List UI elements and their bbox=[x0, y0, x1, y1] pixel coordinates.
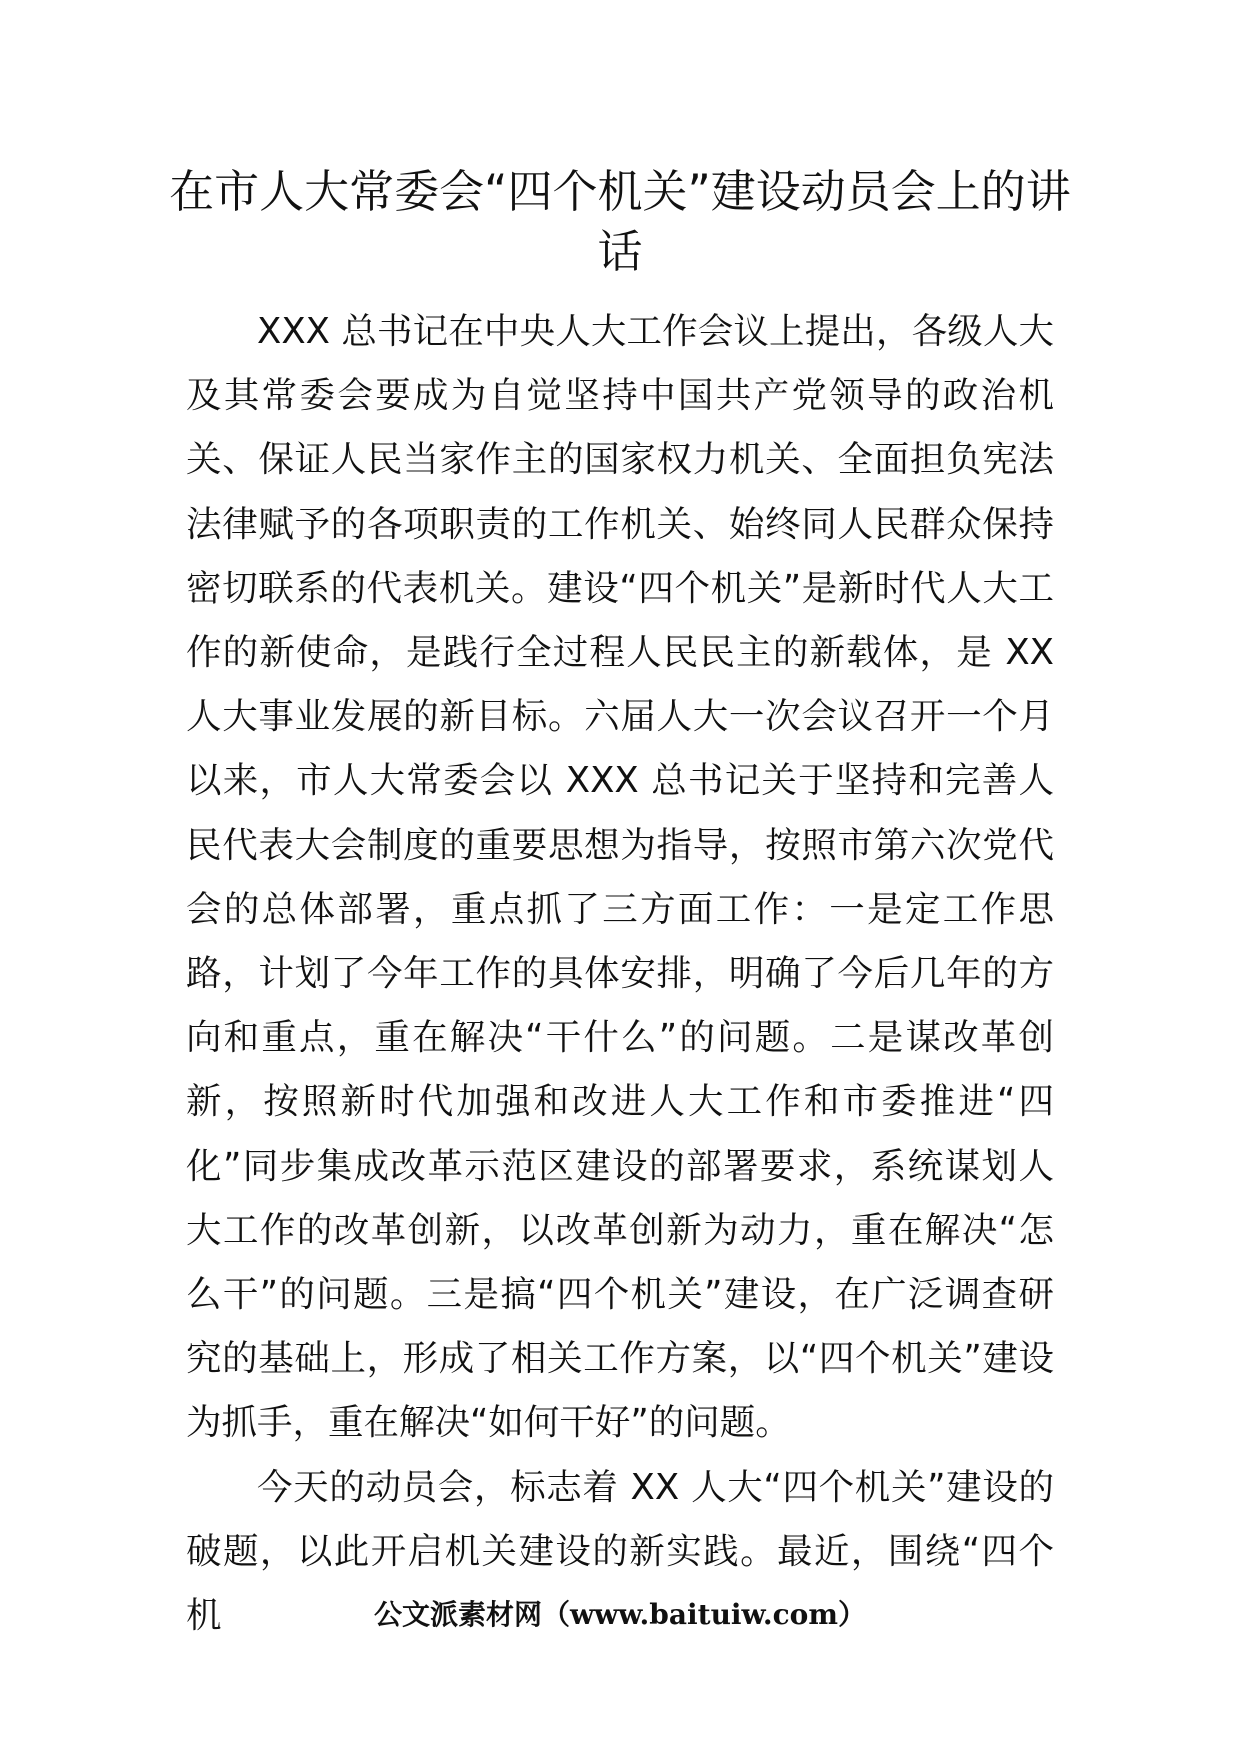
paragraph-2: 今天的动员会，标志着 XX 人大“四个机关”建设的破题，以此开启机关建设的新实践。最近，围绕“四个机 bbox=[186, 1466, 1054, 1637]
paragraph-1: XXX 总书记在中央人大工作会议上提出，各级人大及其常委会要成为自觉坚持中国共产党领导的政治机关、保证人民当家作主的国家权力机关、全面担负宪法法律赋予的各项职责的工作机关、始终同人民群众保持密切联系的代表机关。建设“四个机关”是新时代人大工作的新使命，是践行全过程人民民主的新载体，是 XX 人大事业发展的新目标。六届人大一次会议召开一个月以来，市人大常委会以 XXX 总书记关于坚持和完善人民代表大会制度的重要思想为指导，按照市第六次党代会的总体部署，重点抓了三方面工作：一是定工作思路，计划了今年工作的具体安排，明确了今后几年的方向和重点，重在解决“干什么”的问题。二是谋改革创新，按照新时代加强和改进人大工作和市委推进“四化”同步集成改革示范区建设的部署要求，系统谋划人大工作的改革创新，以改革创新为动力，重在解决“怎么干”的问题。三是搞“四个机关”建设，在广泛调查研究的基础上，形成了相关工作方案，以“四个机关”建设为抓手，重在解决“如何干好”的问题。 bbox=[186, 311, 1054, 1444]
document-body bbox=[186, 300, 1054, 1648]
footer-watermark: 公文派素材网（www.baituiw.com） bbox=[374, 1598, 866, 1631]
document-title: 在市人大常委会“四个机关”建设动员会上的讲话 bbox=[169, 165, 1071, 278]
